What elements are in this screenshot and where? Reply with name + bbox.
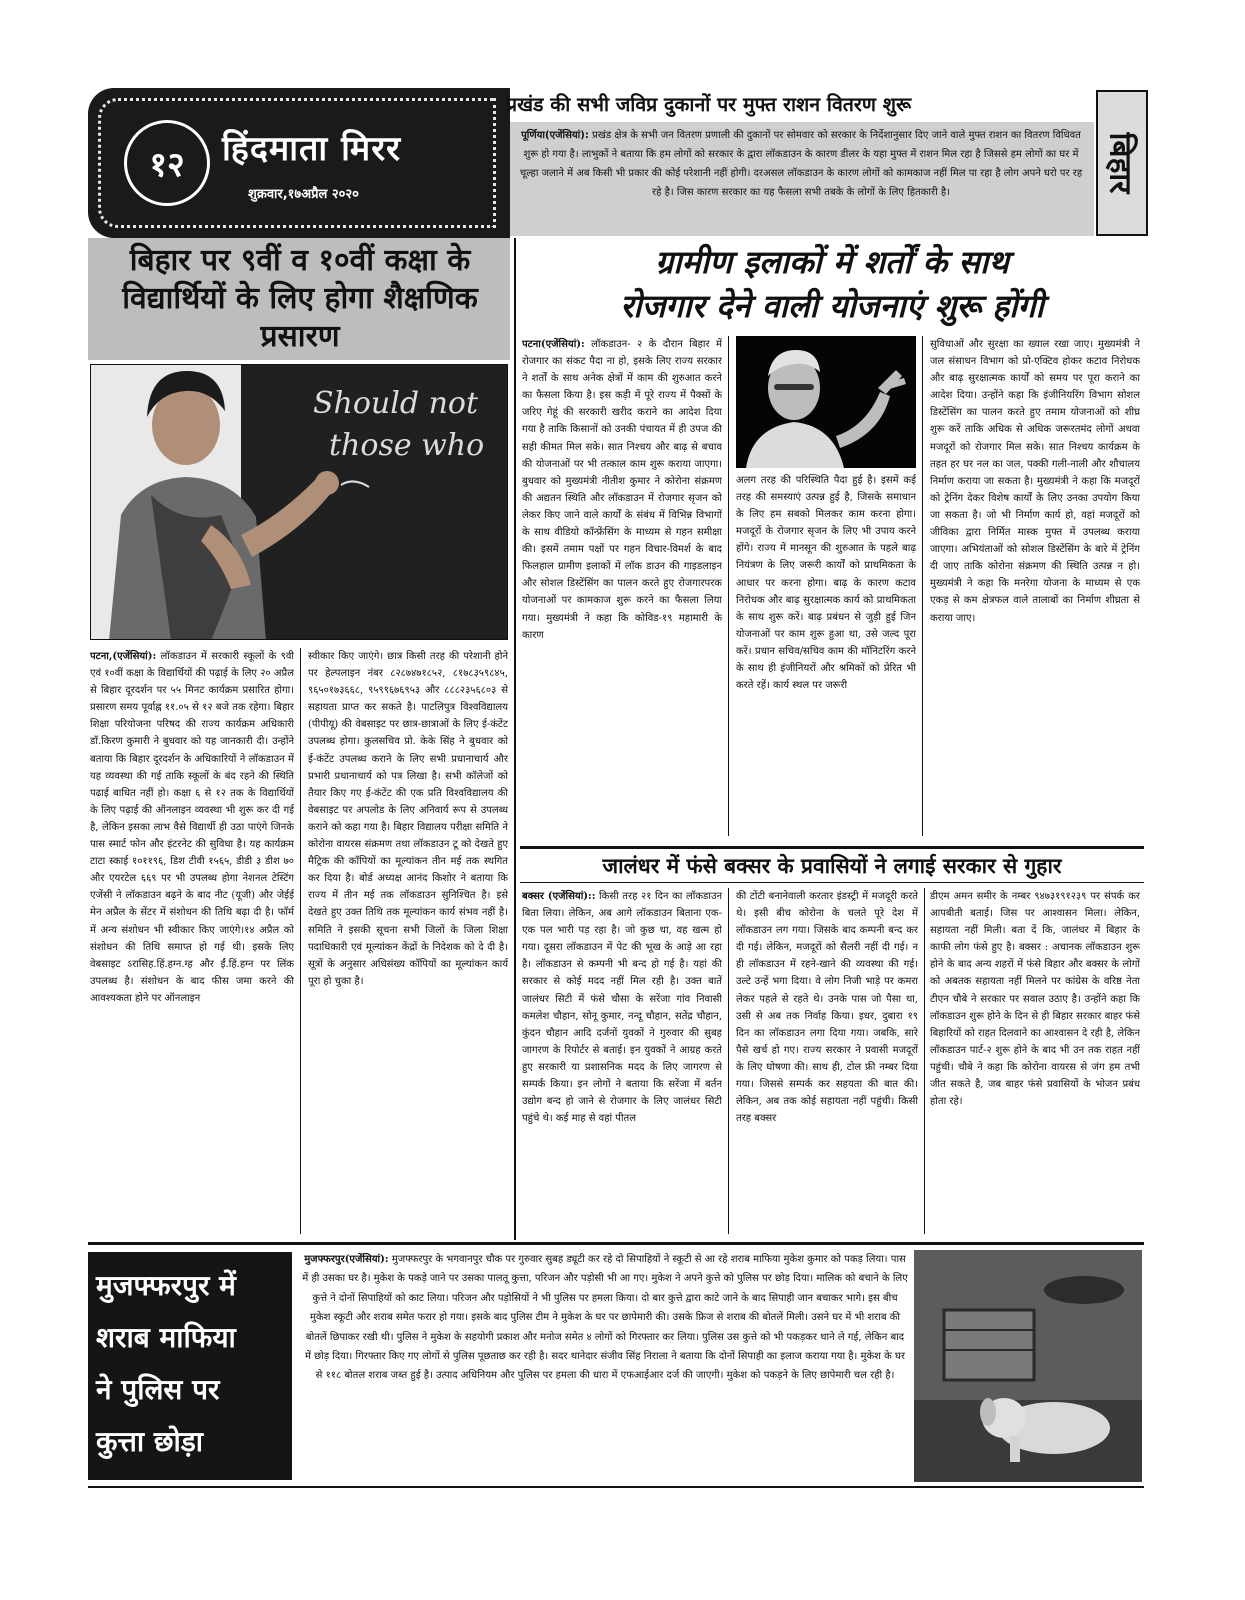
edu-story-dateline: पटना,(एजेंसियां): <box>90 651 157 662</box>
top-story-headline: प्रखंड की सभी जविप्र दुकानों पर मुफ्त राशन वितरण शुरू <box>506 93 912 116</box>
muzaffarpur-story-text: मुजफ्फरपुर के भगवानपुर चौक पर गुरुवार सुबह ड्यूटी कर रहे दो सिपाहियों ने स्कूटी से आ रहे शराब माफिया मुकेश कुमार को पकड़ लिया। पास में ही उसका घर है। मुकेश के पकड़े जाने पर उसका पालतू कुत्ता, परिजन और पड़ोसी भी आ गए। मुकेश ने अपने कुत्ते को पुलिस पर छोड़ दिया। मालिक को बचाने के लिए कुत्ते ने दोनों सिपाहियों को काट लिया। परिजन और पड़ोसियों ने भी पुलिस पर हमला किया। दो बार कुत्ते द्वारा काटे जाने के बाद सिपाही जान बचाकर भागे। इस बीच मुकेश स्कूटी और शराब समेत फरार हो गया। इसके बाद पुलिस टीम ने मुकेश के घर पर छापेमारी की। उसके फ्रिज से शराब की बोतलें मिली। उसने घर में भी शराब की बोतलें छिपाकर रखी थी। पुलिस ने मुकेश के सहयोगी प्रकाश और मनोज समेत ४ लोगों को गिरफ्तार कर लिया। पुलिस उस कुत्ते को भी पकड़कर थाने ले गई, लेकिन बाद में छोड़ दिया। गिरफ्तार किए गए लोगों से पुलिस पूछताछ कर रही है। सदर थानेदार संजीव सिंह निराला ने बताया कि दोनों सिपाही का इलाज कराया गया है। मुकेश के घर से ११८ बोतल शराब जब्त हुई है। उत्पाद अधिनियम और पुलिस पर हमला की धारा में एफआईआर दर्ज की जाएगी। मुकेश को पकड़ने के लिए छापेमारी चल रही है। <box>302 1254 908 1382</box>
section-rule <box>88 1242 1144 1245</box>
muzaffarpur-story-dateline: मुजफ्फरपुर(एजेंसियां): <box>304 1254 389 1265</box>
gramin-headline-line2: रोजगार देने वाली योजनाएं शुरू होंगी <box>620 287 1044 325</box>
page-number: १२ <box>124 120 210 206</box>
blackboard-text-line2: those who <box>329 428 485 463</box>
edu-story-text-1: लॉकडाउन में सरकारी स्कूलों के ९वी एवं १०वीं कक्षा के विद्यार्थियों की पढ़ाई के लिए २० अप्रैल से बिहार दूरदर्शन पर ५५ मिनट कार्यक्रम प्रसारित होगा। प्रसारण समय पूर्वाह्न ११.०५ से १२ बजे तक रहेगा। बिहार शिक्षा परियोजना परिषद की राज्य कार्यक्रम अधिकारी डॉ.किरण कुमारी ने बुधवार को यह जानकारी दी। उन्होंने बताया कि बिहार दूरदर्शन के अधिकारियों ने लॉकडाउन में यह व्यवस्था की गई ताकि स्कूलों के बंद रहने की स्थिति पढाई बाधित नहीं हो। कक्षा ६ से १२ तक के विद्यार्थियों के लिए पढ़ाई की ऑनलाइन व्यवस्था भी शुरू कर दी गई है, लेकिन इसका लाभ वैसे विद्यार्थी ही उठा पाएंगे जिनके पास स्मार्ट फोन और इंटरनेट की सुविधा है। यह कार्यक्रम टाटा स्काई १०११९६, डिश टीवी १५६५, डीडी ३ डीश ७० और एयरटेल ६६९ पर भी उपलब्ध होगा नेशनल टेस्टिंग एजेंसी ने लॉकडाउन बढ़ने के बाद नीट (यूजी) और जेईई मेन अप्रैल के सेंटर में संशोधन की तिथि बढ़ा दी है। फॉर्म में अन्य संशोधन भी स्वीकार किए जाएंगे।१४ अप्रैल को संशोधन की तिथि समाप्त हो गई थी। इसके लिए वेबसाइट ऽरासिह.हिं.हग्न.ग्ह और ईं.हिं.हग्न पर लिंक उपलब्ध है। संशोधन के बाद फीस जमा करने की आवश्यकता होने पर ऑनलाइन <box>90 651 294 1004</box>
muzaffarpur-headline-line1: मुजफ्फरपुर में <box>96 1269 236 1302</box>
edu-story-column-2 <box>308 648 508 1238</box>
muzaffarpur-story-body <box>302 1250 908 1482</box>
teacher-at-blackboard-photo <box>90 364 508 640</box>
gramin-story-text-1: लॉकडाउन- २ के दौरान बिहार में रोजगार का संकट पैदा ना हो, इसके लिए राज्य सरकार ने शर्तों के साथ अनेक क्षेत्रों में काम की शुरुआत करने का फैसला किया है। इस कड़ी में पूरे राज्य में पैक्सों के जरिए गेहूं की सरकारी खरीद कराने का आदेश दिया गया है ताकि किसानों को उनकी पंचायत में ही उपज की सही कीमत मिल सके। सात निश्चय और बाढ़ से बचाव की योजनाओं पर भी तत्काल काम शुरू कराया जाएगा। बुधवार को मुख्यमंत्री नीतीश कुमार ने कोरोना संक्रमण की अद्यतन स्थिति और लॉकडाउन में रोजगार सृजन को लेकर किए जाने वाले कार्यों के संबंध में विभिन्न विभागों के साथ वीडियो कॉन्फ्रेंसिंग के माध्यम से गहन समीक्षा की। इसमें तमाम पक्षों पर गहन विचार-विमर्श के बाद फिलहाल ग्रामीण इलाकों में लॉक डाउन की गाइडलाइन और सोशल डिस्टेंसिंग का पालन करते हुए रोजगारपरक योजनाओं पर कामकाज शुरू करने का फैसला लिया गया। मुख्यमंत्री ने कहा कि कोविड-१९ महामारी के कारण <box>522 339 722 641</box>
section-tab <box>1096 90 1148 236</box>
section-rule <box>520 882 1144 883</box>
jalandhar-story-column-1 <box>522 888 722 1238</box>
vertical-divider <box>514 238 516 1240</box>
gramin-story-column-2 <box>736 472 916 842</box>
top-story-body <box>518 126 1084 236</box>
column-divider <box>922 336 923 836</box>
jalandhar-story-text-3: डीएम अमन समीर के नम्बर ९४७३१९१२३९ पर संपर्क कर आपबीती बताई। जिस पर आश्वासन मिला। लेकिन, सहायता नहीं मिली। बता दें कि, जालंधर में बिहार के काफी लोग फंसे हुए है। बक्सर : अचानक लॉकडाउन शुरू होने के बाद अन्य शहरों में फंसे बिहार और बक्सर के लोगों को अबतक सहायता नहीं मिलने पर कांग्रेस के वरिष्ठ नेता टीएन चौबे ने सरकार पर सवाल उठाए है। उन्होंने कहा कि लॉकडाउन शुरू होने के दिन से ही बिहार सरकार बाहर फंसे बिहारियों को राहत दिलवाने का आश्वासन दे रही है, लेकिन लॉकडाउन पार्ट-२ शुरू होने के बाद भी उन तक राहत नहीं पहुंची। चौबे ने कहा कि कोरोना वायरस से जंग हम तभी जीत सकते है, जब बाहर फंसे प्रवासियों के भोजन प्रबंध होता रहे। <box>930 891 1140 1108</box>
jalandhar-story-column-2 <box>736 888 918 1238</box>
section-rule <box>88 1486 1144 1488</box>
dog-illustration <box>914 1250 1142 1482</box>
muzaffarpur-headline-line4: कुत्ता छोड़ा <box>96 1425 203 1458</box>
section-label: बिहार <box>1102 132 1138 194</box>
gramin-story-text-2: अलग तरह की परिस्थिति पैदा हुई है। इसमें कई तरह की समस्याएं उत्पन्न हुई है, जिसके समाधान के लिए हम सबको मिलकर काम करना होगा। मजदूरों के रोजगार सृजन के लिए भी उपाय करने होंगे। राज्य में मानसून की शुरुआत के पहले बाढ़ नियंत्रण के लिए जरूरी कार्यों को प्राथमिकता के आधार पर करना होगा। बाढ़ के कारण कटाव निरोधक और बाढ़ सुरक्षात्मक कार्य को प्राथमिकता के साथ शुरू करें। बाढ़ प्रबंधन से जुड़ी हुई जिन योजनाओं पर काम शुरू हुआ था, उसे जल्द पूरा करें। प्रधान सचिव/सचिव काम की मॉनिटरिंग करने के साथ ही इंजीनियरों और श्रमिकों को प्रेरित भी करते रहें। कार्य स्थल पर जरूरी <box>736 475 916 692</box>
muzaffarpur-headline-line3: ने पुलिस पर <box>96 1373 220 1406</box>
edu-story-text-2: स्वीकार किए जाएंगे। छात्र किसी तरह की परेशानी होने पर हेल्पलाइन नंबर ८२८७४७१८५२, ८१७८३५९८४५, ९६५०१७३६६८, ९५९९६७६९५३ और ८८८२३५६८०३ से सहायता प्राप्त कर सकते है। पाटलिपुत्र विश्वविद्यालय (पीपीयू) की वेबसाइट पर छात्र-छात्राओं के लिए ई-कंटेंट उपलब्ध होगा। कुलसचिव प्रो. केके सिंह ने बुधवार को ई-कंटेंट उपलब्ध कराने के लिए सभी प्रधानाचार्य और प्रभारी प्रधानाचार्य को पत्र लिखा है। सभी कॉलेजों को तैयार किए गए ई-कंटेंट की एक प्रति विश्वविद्यालय की वेबसाइट पर अपलोड के लिए अनिवार्य रूप से उपलब्ध कराने को कहा गया है। बिहार विद्यालय परीक्षा समिति ने कोरोना वायरस संक्रमण तथा लॉकडाउन टू को देखते हुए मैट्रिक की कॉपियों का मूल्यांकन तीन मई तक स्थगित कर दिया है। बोर्ड अध्यक्ष आनंद किशोर ने बताया कि राज्य में तीन मई तक लॉकडाउन सुनिश्चित है। इसे देखते हुए उक्त तिथि तक मूल्यांकन कार्य संभव नहीं है। समिति ने इसकी सूचना सभी जिलों के जिला शिक्षा पदाधिकारी एवं मूल्यांकन केंद्रों के निदेशक को दे दी है। सूत्रों के अनुसार अधिसंख्य कॉपियों का मूल्यांकन कार्य पूरा हो चुका है। <box>308 651 508 987</box>
column-divider <box>728 888 729 1234</box>
blackboard-text-line1: Should not <box>313 386 479 421</box>
edu-story-headline: बिहार पर ९वीं व १०वीं कक्षा के विद्यार्थियों के लिए होगा शैक्षणिक प्रसारण <box>122 243 478 354</box>
edu-story-column-1 <box>90 648 294 1238</box>
jalandhar-story-dateline: बक्सर (एजेंसियां):: <box>522 891 596 902</box>
teacher-photo-illustration <box>91 365 508 640</box>
jalandhar-story-text-2: की टोंटी बनानेवाली करतार इंडस्ट्री में मजदूरी करते थे। इसी बीच कोरोना के चलते पूरे देश में लॉकडाउन लग गया। जिसके बाद कम्पनी बन्द कर दी गई। लेकिन, मजदूरों को सैलरी नहीं दी गई। न ही लॉकडाउन में रहने-खाने की व्यवस्था की गई। उल्टे उन्हें भगा दिया। वे लोग निजी भाड़े पर कमरा लेकर पहले से रहते थे। उनके पास जो पैसा था, उसी से अब तक निर्वाह किया। इधर, दुबारा १९ दिन का लॉकडाउन लगा दिया गया। जबकि, सारे पैसे खर्च हो गए। राज्य सरकार ने प्रवासी मजदूरों के लिए घोषणा की। साथ ही, टोल फ्री नम्बर दिया गया। जिससे सम्पर्क कर सहयता की बात की। लेकिन, अब तक कोई सहायता नहीं पहुंची। किसी तरह बक्सर <box>736 891 918 1125</box>
jalandhar-story-text-1: किसी तरह २१ दिन का लॉकडाउन बिता लिया। लेकिन, अब आगे लॉकडाउन बिताना एक-एक पल भारी पड़ रहा है। जो कुछ था, वह खत्म हो गया। दूसरा लॉकडाउन में पेट की भूख के आड़े आ रहा है। लॉकडाउन से कम्पनी भी बन्द हो गई है। यहां की सरकार से कोई मदद नहीं मिल रही है। उक्त बातें जालंधर सिटी में फंसे चौसा के सरेंजा गांव निवासी कमलेश चौहान, सोनू कुमार, नन्दू चौहान, सतेंद्र चौहान, कुंदन चौहान आदि दर्जनों युवकों ने गुरुवार की सुबह जागरण के रिपोर्टर से बताई। इन युवकों ने आग्रह करते हुए सरकारी या प्रशासनिक मदद के लिए जागरण से सम्पर्क किया। इन लोगों ने बताया कि सरेंजा में बर्तन उद्योग बन्द हो जाने से रोजगार के लिए जालंधर सिटी पहुंचे थे। कई माह से वहां पीतल <box>522 891 722 1125</box>
top-story-text: प्रखंड क्षेत्र के सभी जन वितरण प्रणाली की दुकानों पर सोमवार को सरकार के निर्देशानुसार दिए जाने वाले मुफ्त राशन का वितरण विधिवत शुरू हो गया है। लाभुकों ने बताया कि हम लोगों को सरकार के द्वारा लॉकडाउन के कारण डीलर के यहा मुफ्त में राशन मिल रहा है जिससे हम लोगों का घर में चूल्हा जलाने में अब किसी भी प्रकार की कोई परेशानी नहीं होगी। दरअसल लॉकडाउन के कारण लोगों को कामकाज नहीं मिल पा रहा है लोग अपने घरो पर रह रहे है। जिस कारण सरकार का यह फैसला सभी तबके के लोगों के लिए हितकारी है। <box>519 130 1083 198</box>
gramin-story-headline <box>520 240 1144 332</box>
top-story-dateline: पूर्णिया(एजेंसियां): <box>521 130 589 141</box>
gramin-story-text-3: सुविधाओं और सुरक्षा का ख्याल रखा जाए। मुख्यमंत्री ने जल संसाधन विभाग को प्रो-एक्टिव होकर कटाव निरोधक और बाढ़ सुरक्षात्मक कार्यों को समय पर पूरा कराने का आदेश दिया। उन्होंने कहा कि इंजीनियरिंग विभाग सोशल डिस्टेंसिंग का पालन करते हुए तमाम योजनाओं को शीघ्र शुरू करें ताकि अधिक से अधिक जरूरतमंद लोगों अथवा मजदूरों को रोजगार मिल सके। सात निश्चय कार्यक्रम के तहत हर घर नल का जल, पक्की गली-नाली और शौचालय निर्माण कराया जा सकता है। मुख्यमंत्री ने कहा कि मजदूरों को ट्रेनिंग देकर विशेष कार्यों के लिए उनका उपयोग किया जा सकता है। जो भी निर्माण कार्य हो, वहां मजदूरों को जीविका द्वारा निर्मित मास्क मुफ्त में उपलब्ध कराया जाएगा। अभियंताओं को सोशल डिस्टेंसिंग के बारे में ट्रेनिंग दी जाए ताकि कोरोना संक्रमण की स्थिति उत्पन्न न हो। मुख्यमंत्री ने कहा कि मनरेगा योजना के माध्यम से एक एकड़ से कम क्षेत्रफल वाले तालाबों का निर्माण शीघ्रता से कराया जाए। <box>930 339 1140 624</box>
gramin-story-dateline: पटना(एजेंसियां): <box>522 339 585 350</box>
column-divider <box>924 888 925 1234</box>
chief-minister-photo <box>736 336 916 468</box>
issue-date: शुक्रवार,१७अप्रैल २०२० <box>248 187 359 202</box>
jalandhar-story-column-3 <box>930 888 1140 1238</box>
jalandhar-story-headline: जालंधर में फंसे बक्सर के प्रवासियों ने लगाई सरकार से गुहार <box>602 854 1062 878</box>
gramin-headline-line1: ग्रामीण इलाकों में शर्तों के साथ <box>655 243 1009 281</box>
newspaper-name: हिंदमाता मिरर <box>222 129 402 169</box>
dog-photo <box>914 1250 1142 1482</box>
masthead <box>88 88 510 238</box>
column-divider <box>300 648 301 1234</box>
gramin-story-column-3 <box>930 336 1140 842</box>
column-divider <box>728 336 729 836</box>
chief-minister-illustration <box>736 336 916 468</box>
muzaffarpur-headline-line2: शराब माफिया <box>96 1321 236 1354</box>
muzaffarpur-story-headline <box>96 1260 286 1476</box>
section-rule <box>520 846 1144 849</box>
gramin-story-column-1 <box>522 336 722 842</box>
